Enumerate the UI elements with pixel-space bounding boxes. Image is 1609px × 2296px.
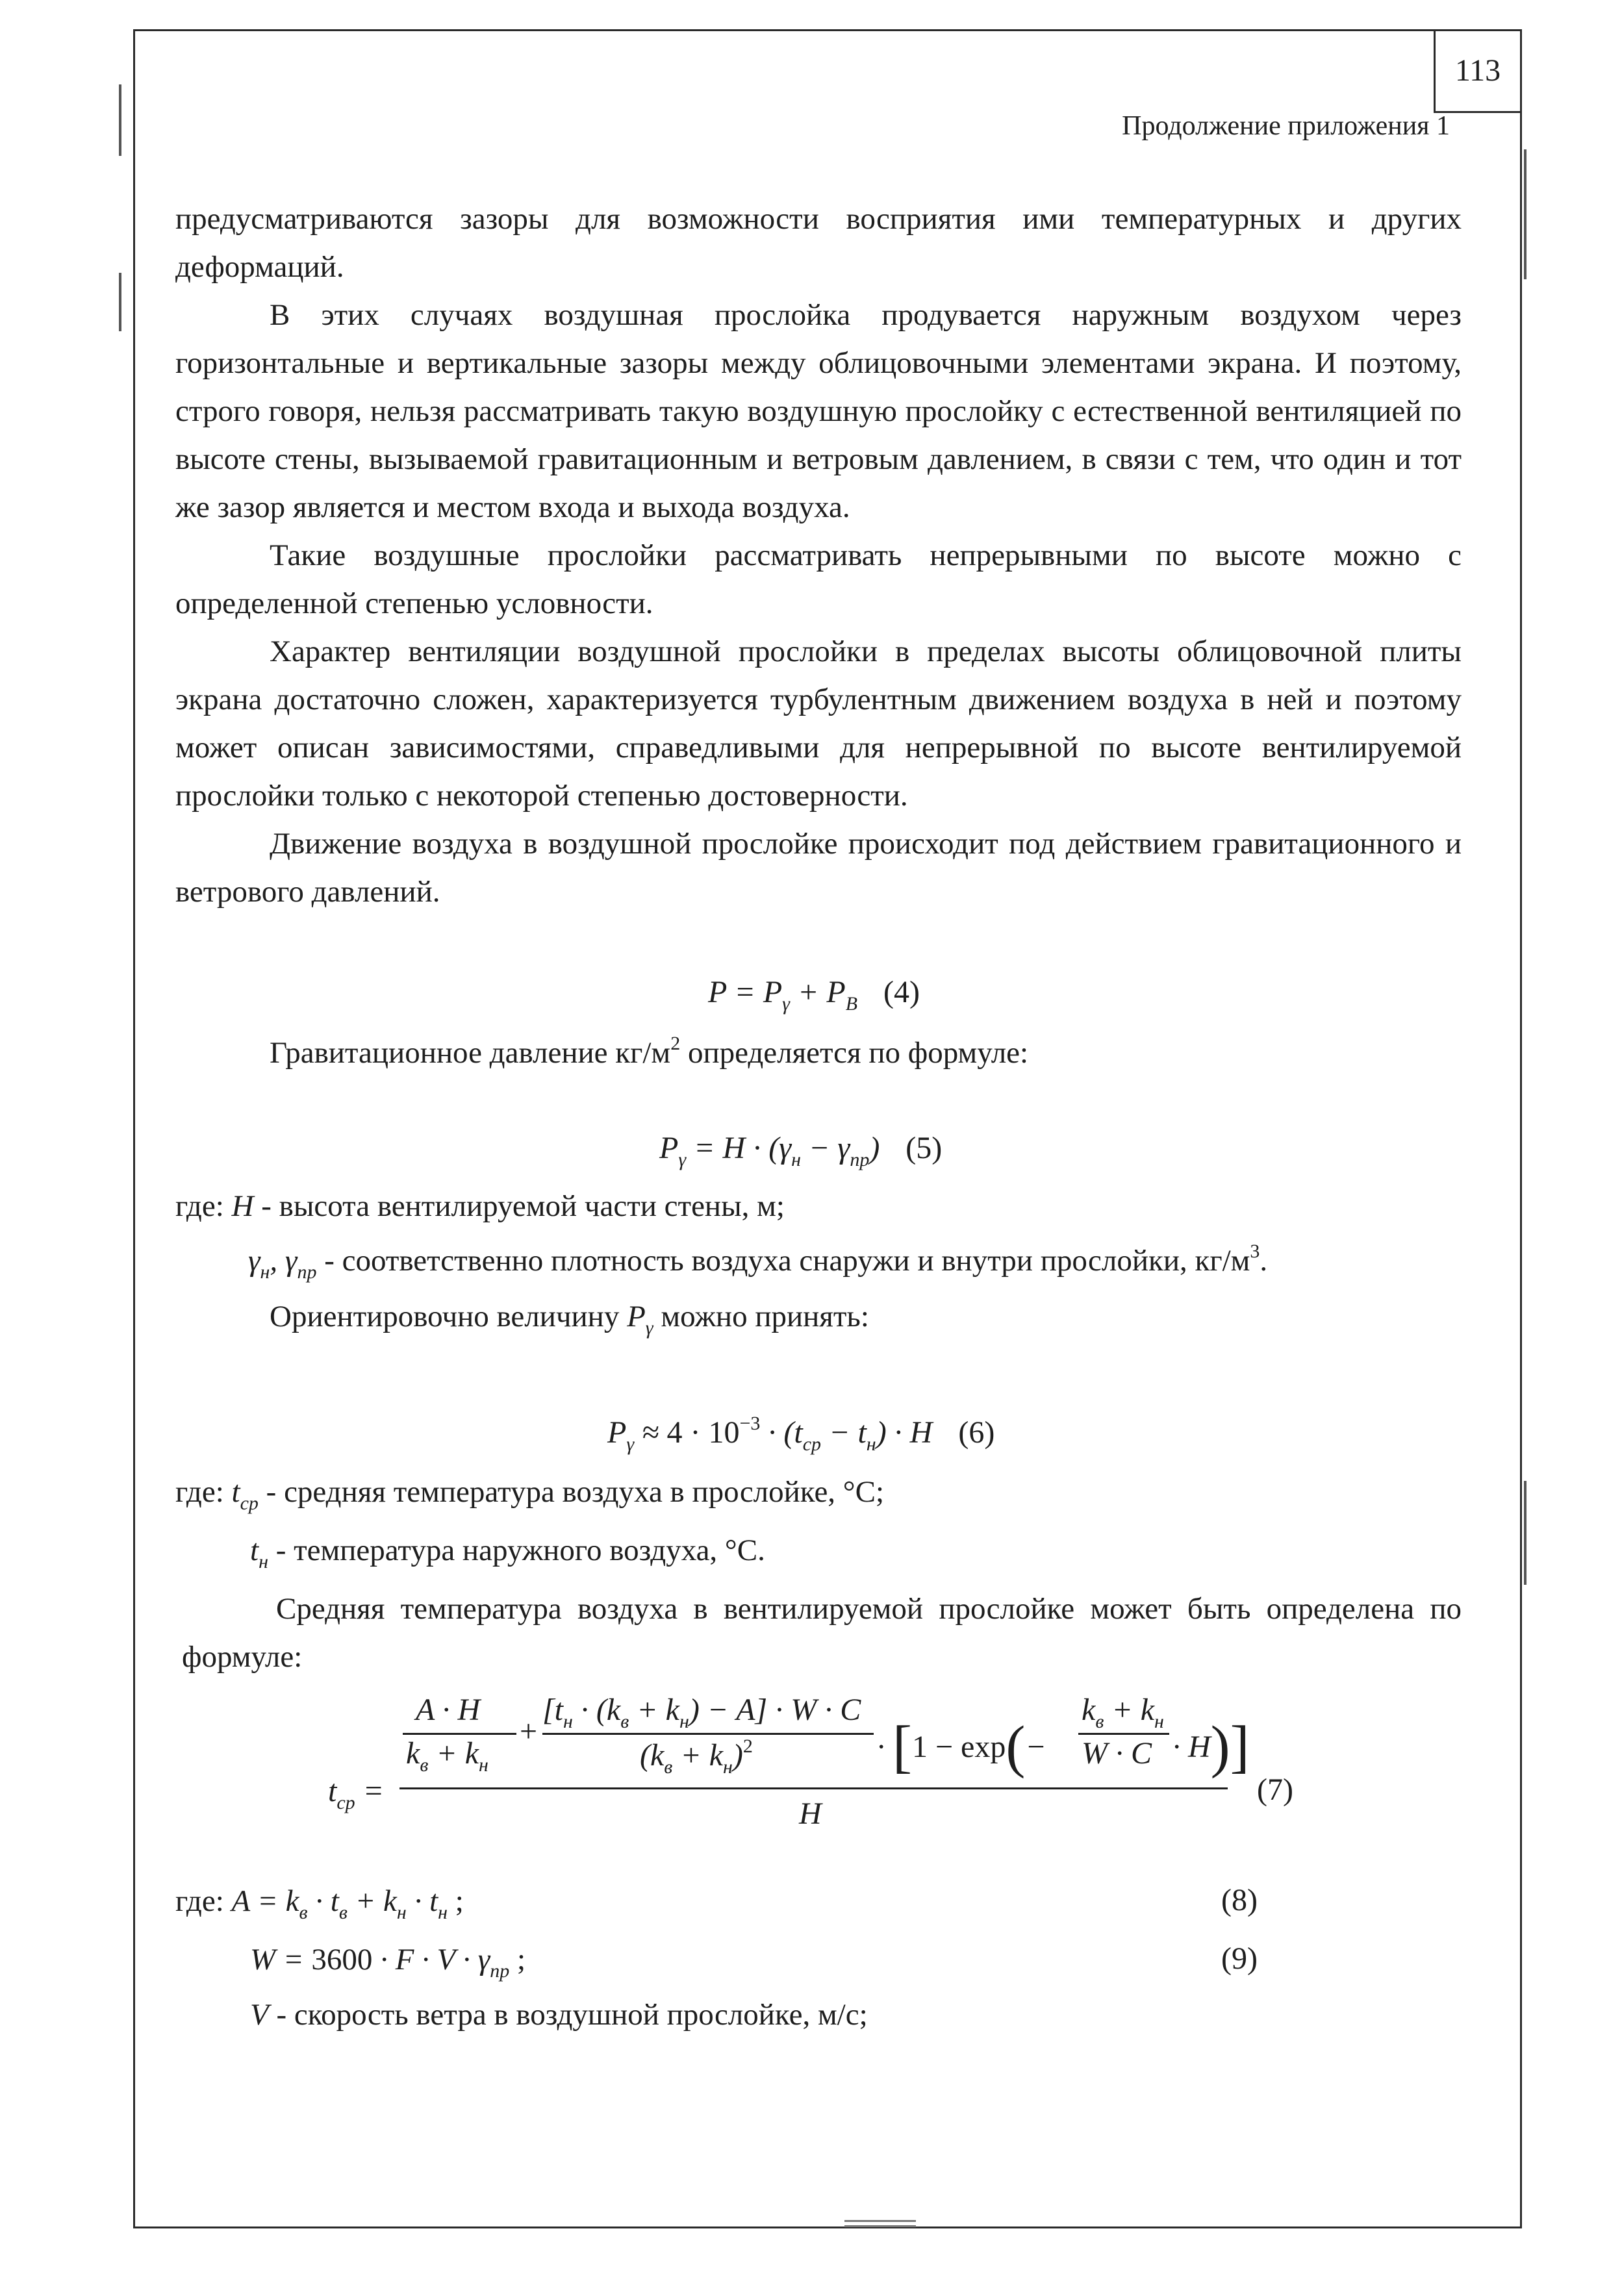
paragraph-3: Такие воздушные прослойки рассматривать непрерывными по высоте можно с определенной степенью условности. bbox=[175, 538, 1462, 620]
gravity-intro bbox=[270, 1033, 1028, 1070]
approx-intro-text-b: можно принять: bbox=[661, 1300, 869, 1333]
scan-artifact bbox=[119, 273, 121, 331]
equation-7-denominator: H bbox=[799, 1797, 822, 1831]
equation-5: $P_\gamma = H \cdot (\gamma_н - \gamma_{пр})$ (5) bbox=[659, 1131, 943, 1170]
equation-6-number: (6) bbox=[958, 1415, 995, 1450]
equation-6: $P_\gamma \approx 4 \cdot 10^{-3} \cdot (t_{ср} - t_н) \cdot H$ (6) bbox=[607, 1413, 995, 1455]
equation-4: $P = P_\gamma + P_B$ (4) bbox=[708, 975, 920, 1015]
equation-8: где: $A = k_в \cdot t_в + k_н \cdot t_н$ ; bbox=[175, 1884, 464, 1923]
paragraph-2: В этих случаях воздушная прослойка продувается наружным воздухом через горизонтальные и вертикальные зазоры между облицовочными элементами экрана. И поэтому, строго говоря, нельзя рассматривать такую воздушную прослойку с естественной вентиляцией по высоте стены, вызываемой гравитационным и ветровым давлением, в связи с тем, что один и тот же зазор является и местом входа и выхода воздуха. bbox=[175, 298, 1462, 524]
where-label: где: bbox=[175, 1475, 224, 1509]
equation-5-number: (5) bbox=[906, 1131, 943, 1165]
gravity-intro-text: Гравитационное давление кг/м bbox=[270, 1036, 671, 1070]
page-number: 113 bbox=[1434, 29, 1520, 113]
scan-artifact bbox=[1524, 149, 1527, 279]
tcp-definition-text: - средняя температура воздуха в прослойке, °С; bbox=[258, 1475, 885, 1509]
equation-7-main-fraction-bar bbox=[399, 1787, 1228, 1789]
equation-7-term2-num: $[t_н \cdot (k_в + k_н) - A] \cdot W \cdot C$ bbox=[542, 1693, 861, 1732]
h-definition-text: - высота вентилируемой части стены, м; bbox=[253, 1189, 785, 1223]
gamma-definition-text: - соответственно плотность воздуха снаружи и внутри прослойки, кг/м bbox=[316, 1244, 1250, 1278]
equation-7-bracket-term: · [1 − exp(− bbox=[877, 1715, 1046, 1779]
equation-7-exp-den: W · C bbox=[1082, 1736, 1152, 1771]
equation-7-term1-bar bbox=[403, 1733, 516, 1735]
v-definition-text: - скорость ветра в воздушной прослойке, м/с; bbox=[268, 1998, 868, 2032]
equation-7-number: (7) bbox=[1257, 1772, 1293, 1807]
gravity-intro-sup: 2 bbox=[670, 1033, 681, 1054]
scan-artifact bbox=[119, 84, 121, 156]
where-label: где: bbox=[175, 1884, 224, 1918]
equation-7-term2-bar bbox=[542, 1733, 874, 1735]
tn-definition: $t_н$ - температура наружного воздуха, °С. bbox=[250, 1533, 765, 1572]
equation-7-exp-tail: · H)] bbox=[1172, 1715, 1250, 1779]
gamma-definition-sup: 3 bbox=[1250, 1241, 1260, 1262]
equation-9-number: (9) bbox=[1221, 1941, 1258, 1976]
scan-artifact bbox=[1524, 1481, 1527, 1585]
equation-7-exp-num: $k_в + k_н$ bbox=[1082, 1693, 1164, 1732]
equation-4-number: (4) bbox=[883, 975, 920, 1009]
equation-9: $W = 3600 \cdot F \cdot V \cdot \gamma_{пр}$ ; bbox=[250, 1943, 526, 1982]
equation-7-term1-num: A · H bbox=[416, 1693, 481, 1727]
equation-7-term1-den: $k_в + k_н$ bbox=[406, 1736, 488, 1776]
equation-7-plus: + bbox=[520, 1714, 538, 1748]
equation-8-number: (8) bbox=[1221, 1883, 1258, 1917]
equation-7-exp-bar bbox=[1078, 1733, 1169, 1735]
bottom-scan-mark bbox=[844, 2225, 916, 2227]
approx-intro: Ориентировочно величину $P_\gamma$ можно принять: bbox=[270, 1300, 869, 1339]
gamma-definition-end: . bbox=[1260, 1244, 1268, 1278]
bottom-scan-mark bbox=[844, 2220, 916, 2222]
gravity-intro-text-b: определяется по формуле: bbox=[680, 1036, 1029, 1070]
paragraph-1: предусматриваются зазоры для возможности восприятия ими температурных и других деформаций. bbox=[175, 202, 1462, 284]
equation-7-term2-den: $(k_в + k_н)^2$ bbox=[640, 1735, 753, 1778]
tcp-definition: где: $t_{ср}$ - средняя температура воздуха в прослойке, °С; bbox=[175, 1475, 885, 1514]
equation-7-lhs: $t_{ср}$ = bbox=[328, 1774, 385, 1813]
paragraph-4: Характер вентиляции воздушной прослойки в пределах высоты облицовочной плиты экрана достаточно сложен, характеризуется турбулентным движением воздуха в ней и поэтому может описан зависимостями, справедливыми для непрерывной по высоте вентилируемой прослойки только с некоторой степенью достоверности. bbox=[175, 635, 1462, 813]
gamma-definition: $\gamma_н$, $\gamma_{пр}$ - соответственно плотность воздуха снаружи и внутри прослойки, $кг/м^3$. bbox=[248, 1241, 1268, 1283]
approx-intro-text: Ориентировочно величину bbox=[270, 1300, 620, 1333]
mean-temp-intro: Средняя температура воздуха в вентилируемой прослойке может быть определена по формуле: bbox=[182, 1592, 1462, 1674]
running-head: Продолжение приложения 1 bbox=[1122, 111, 1450, 141]
tn-definition-text: - температура наружного воздуха, °С. bbox=[268, 1533, 765, 1567]
h-definition: где: H - высота вентилируемой части стены, м; bbox=[175, 1189, 785, 1223]
v-definition: V - скорость ветра в воздушной прослойке, м/с; bbox=[250, 1998, 868, 2032]
paragraph-5: Движение воздуха в воздушной прослойке происходит под действием гравитационного и ветрового давлений. bbox=[175, 827, 1462, 909]
where-label: где: bbox=[175, 1189, 224, 1223]
